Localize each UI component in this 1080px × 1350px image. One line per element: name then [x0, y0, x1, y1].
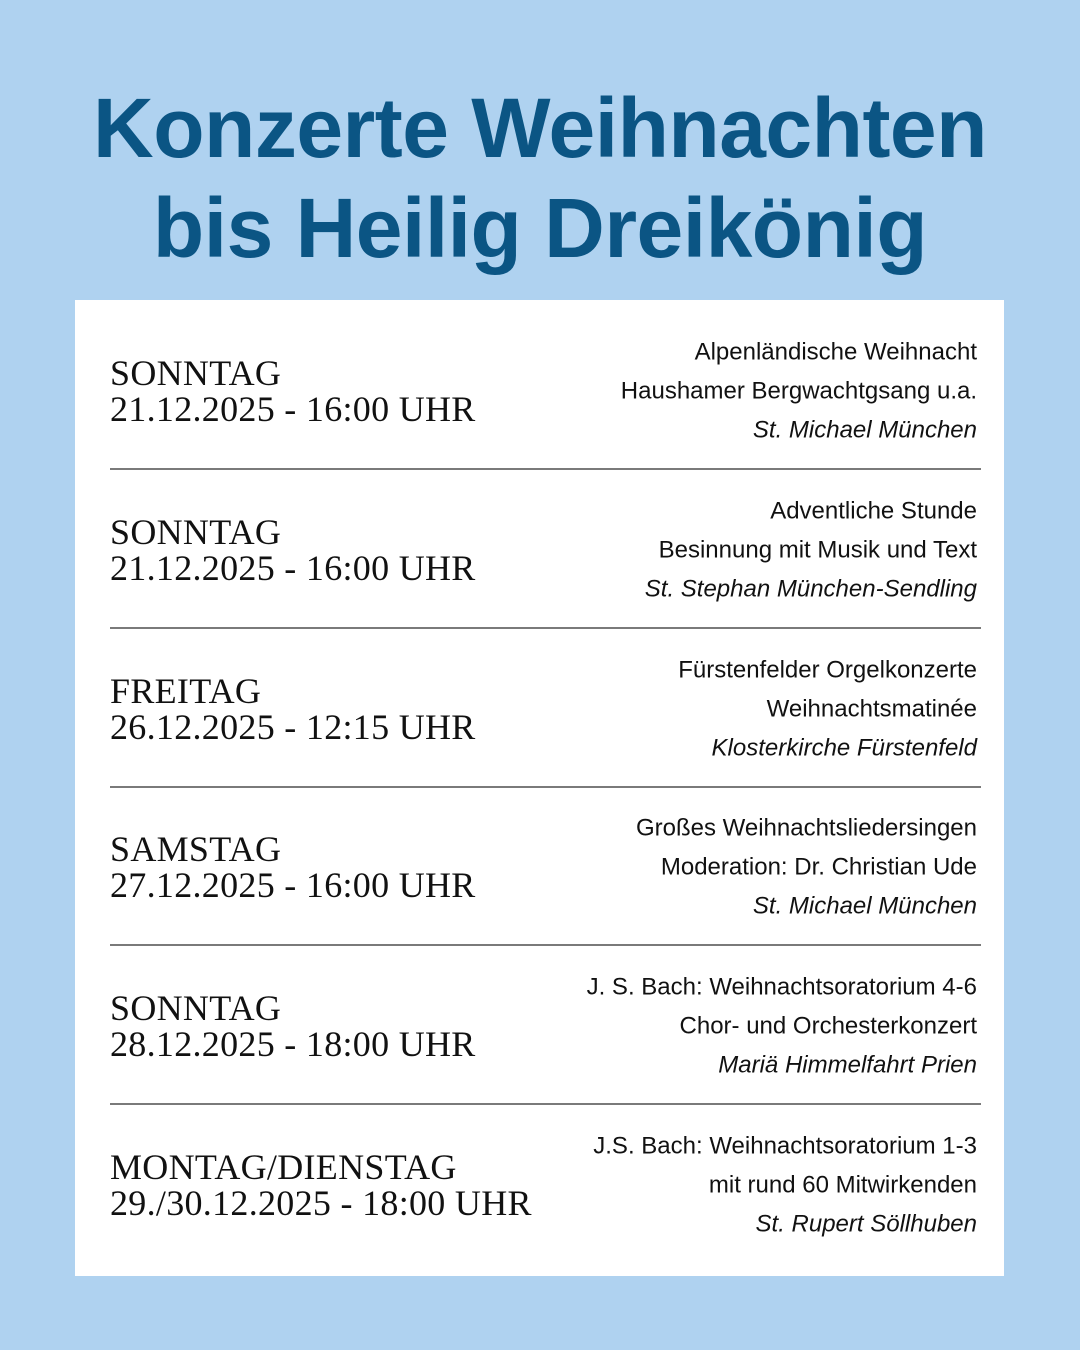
event-row [110, 947, 981, 1105]
event-row [110, 471, 981, 629]
event-title: J. S. Bach: Weihnachtsoratorium 4-6 [586, 973, 977, 1001]
event-when [110, 673, 476, 745]
concert-list-panel [75, 300, 1004, 1276]
event-details [587, 968, 977, 1085]
event-datetime: 26.12.2025 - 12:15 UHR [110, 707, 476, 747]
row-divider [110, 468, 981, 470]
event-day: SONNTAG [110, 353, 282, 393]
event-day: SAMSTAG [110, 829, 282, 869]
event-datetime: 21.12.2025 - 16:00 UHR [110, 389, 476, 429]
event-when [110, 514, 476, 586]
event-venue: St. Rupert Söllhuben [755, 1210, 977, 1238]
event-day: SONNTAG [110, 512, 282, 552]
page-title [0, 78, 1080, 278]
event-details [678, 651, 977, 768]
event-when [110, 355, 476, 427]
event-datetime: 27.12.2025 - 16:00 UHR [110, 865, 476, 905]
event-title: Adventliche Stunde [770, 497, 977, 525]
event-venue: St. Stephan München-Sendling [644, 575, 977, 603]
event-row [110, 630, 981, 788]
event-datetime: 29./30.12.2025 - 18:00 UHR [110, 1183, 532, 1223]
event-day: SONNTAG [110, 988, 282, 1028]
event-when [110, 990, 476, 1062]
title-line-2: bis Heilig Dreikönig [152, 181, 928, 275]
event-datetime: 28.12.2025 - 18:00 UHR [110, 1024, 476, 1064]
event-row [110, 1106, 981, 1264]
event-title: Alpenländische Weihnacht [694, 338, 977, 366]
event-venue: St. Michael München [752, 892, 977, 920]
event-row [110, 788, 981, 946]
event-day: FREITAG [110, 671, 262, 711]
event-when [110, 831, 476, 903]
event-details [621, 333, 977, 450]
event-row [110, 312, 981, 470]
event-datetime: 21.12.2025 - 16:00 UHR [110, 548, 476, 588]
event-day: MONTAG/DIENSTAG [110, 1147, 457, 1187]
event-subtitle: Moderation: Dr. Christian Ude [660, 853, 977, 881]
event-when [110, 1149, 532, 1221]
event-venue: St. Michael München [752, 416, 977, 444]
event-subtitle: mit rund 60 Mitwirkenden [708, 1171, 977, 1199]
event-title: Fürstenfelder Orgelkonzerte [678, 656, 977, 684]
row-divider [110, 944, 981, 946]
event-venue: Klosterkirche Fürstenfeld [711, 734, 977, 762]
row-divider [110, 627, 981, 629]
event-details [645, 492, 977, 609]
event-details [593, 1127, 977, 1244]
event-title: J.S. Bach: Weihnachtsoratorium 1-3 [593, 1132, 977, 1160]
row-divider [110, 1103, 981, 1105]
title-line-1: Konzerte Weihnachten [93, 81, 987, 175]
event-title: Großes Weihnachtsliedersingen [635, 814, 977, 842]
event-subtitle: Weihnachtsmatinée [766, 695, 977, 723]
event-details [636, 809, 977, 926]
event-subtitle: Haushamer Bergwachtgsang u.a. [620, 377, 977, 405]
event-venue: Mariä Himmelfahrt Prien [718, 1051, 977, 1079]
event-subtitle: Chor- und Orchesterkonzert [679, 1012, 977, 1040]
event-subtitle: Besinnung mit Musik und Text [658, 536, 977, 564]
